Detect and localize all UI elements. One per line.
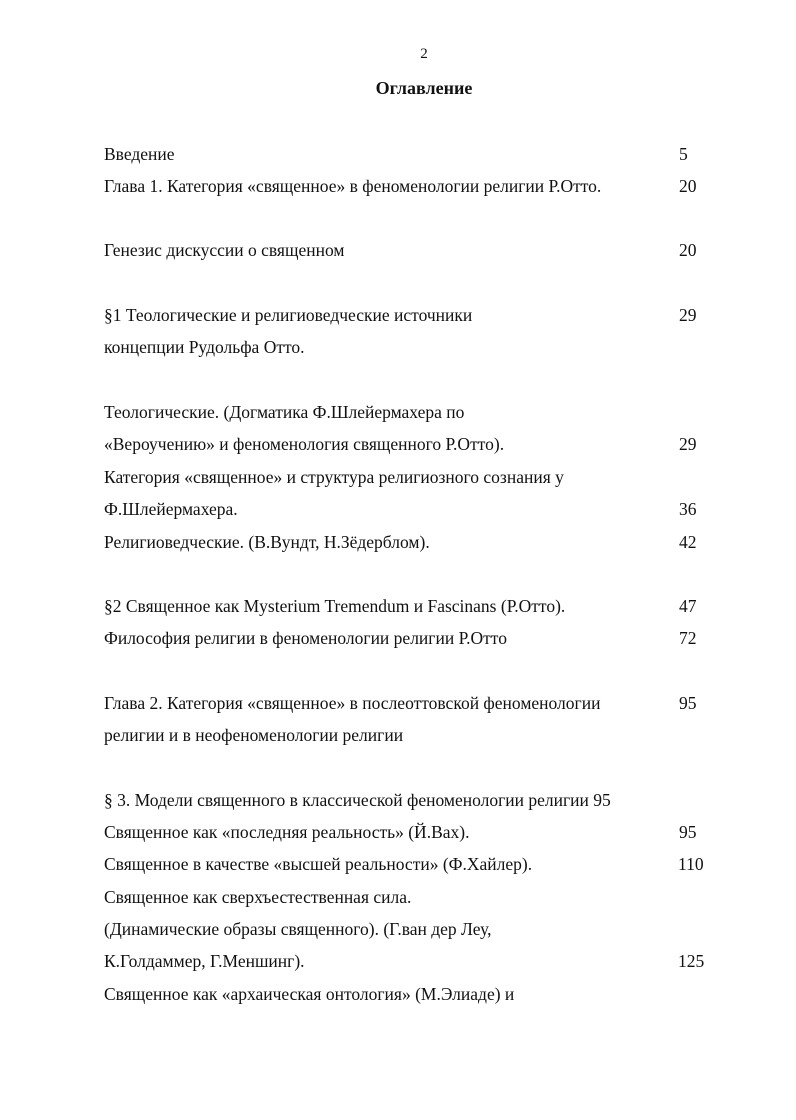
toc-entry-page: 42 — [679, 532, 697, 552]
toc-entry-text: Введение — [104, 144, 175, 164]
page-title: Оглавление — [375, 78, 473, 98]
toc-entry-text: концепции Рудольфа Отто. — [104, 337, 305, 357]
toc-entry-page: 125 — [678, 951, 705, 971]
toc-entry-page: 95 — [679, 822, 697, 842]
toc-entry-page: 20 — [679, 176, 697, 196]
toc-entry-text: Ф.Шлейермахера. — [104, 499, 238, 519]
toc-entry-text: §1 Теологические и религиоведческие источники — [104, 305, 473, 325]
toc-entry-text: (Динамические образы священного). (Г.ван дер Леу, — [104, 919, 492, 939]
toc-entry-page: 110 — [678, 854, 704, 874]
toc-entry-text: Категория «священное» и структура религиозного сознания у — [104, 467, 564, 487]
toc-entry-text: Священное как сверхъестественная сила. — [104, 887, 412, 907]
toc-entry-page: 36 — [679, 499, 697, 519]
toc-entry-text: Религиоведческие. (В.Вундт, Н.Зёдерблом). — [104, 532, 430, 552]
toc-entry-text: Глава 1. Категория «священное» в феноменологии религии Р.Отто. — [104, 176, 602, 196]
toc-entry-text: Теологические. (Догматика Ф.Шлейермахера по — [104, 402, 465, 422]
toc-entry-text: религии и в неофеноменологии религии — [104, 725, 404, 745]
page-number: 2 — [420, 46, 428, 62]
toc-entry-text: Глава 2. Категория «священное» в послеоттовской феноменологии — [104, 693, 601, 713]
toc-entry-text: Священное как «последняя реальность» (Й.Вах). — [104, 822, 470, 842]
toc-entry-text: «Вероучению» и феноменология священного Р.Отто). — [104, 434, 505, 454]
toc-entry-text: Философия религии в феноменологии религии Р.Отто — [104, 628, 507, 648]
toc-entry-page: 95 — [679, 693, 697, 713]
toc-entry-page: 47 — [679, 596, 697, 616]
toc-entry-page: 29 — [679, 434, 697, 454]
toc-entry-text: К.Голдаммер, Г.Меншинг). — [104, 951, 305, 971]
toc-entry-text: Священное в качестве «высшей реальности» (Ф.Хайлер). — [104, 854, 533, 874]
toc-entry-text: Священное как «архаическая онтология» (М.Элиаде) и — [104, 984, 515, 1004]
toc-entry-page: 72 — [679, 628, 697, 648]
toc-entry-page: 29 — [679, 305, 697, 325]
toc-entry-text: § 3. Модели священного в классической феноменологии религии 95 — [104, 790, 611, 810]
toc-entry-text: §2 Священное как Mysterium Tremendum и Fascinans (Р.Отто). — [104, 596, 566, 616]
toc-entry-page: 20 — [679, 240, 697, 260]
toc-entry-text: Генезис дискуссии о священном — [104, 240, 345, 260]
toc-entry-page: 5 — [679, 144, 688, 164]
